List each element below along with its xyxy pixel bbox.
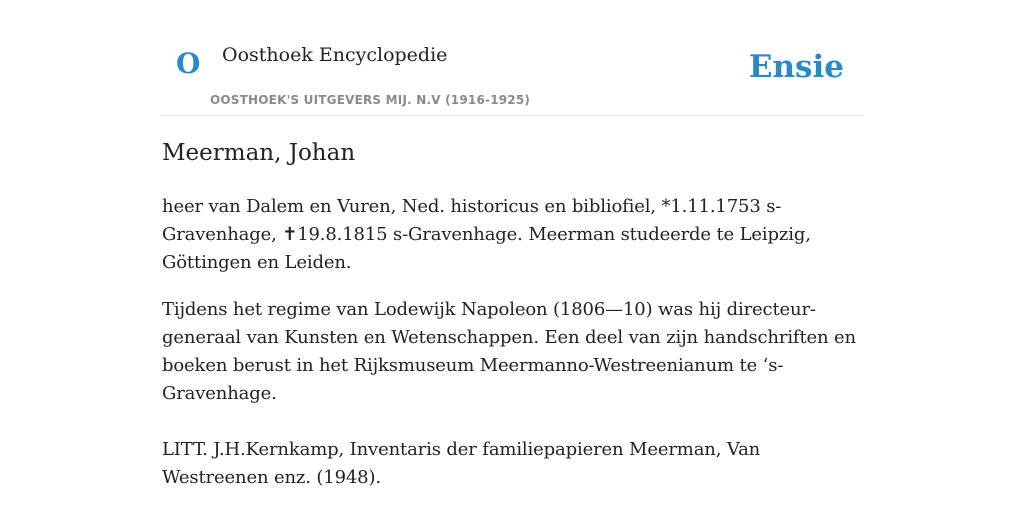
publication-logo[interactable]: O <box>176 47 201 80</box>
page <box>162 0 862 512</box>
page-header <box>162 0 862 116</box>
entry-paragraph-intro: heer van Dalem en Vuren, Ned. historicus en bibliofiel, *1.11.1753 s-Gravenhage, ✝19.8.1815 s-Gravenhage. Meerman studeerde te Leipzig, Göttingen en Leiden. <box>162 196 811 273</box>
entry-literature: LITT. J.H.Kernkamp, Inventaris der familiepapieren Meerman, Van Westreenen enz. (1948). <box>162 439 761 488</box>
ensie-logo-link[interactable]: Ensie <box>748 49 844 85</box>
publication-title: Oosthoek Encyclopedie <box>222 44 448 66</box>
entry-title: Meerman, Johan <box>162 140 356 166</box>
publication-subtitle: OOSTHOEK'S UITGEVERS MIJ. N.V (1916-1925) <box>210 93 531 107</box>
entry-paragraph-career: Tijdens het regime van Lodewijk Napoleon (1806—10) was hij directeur-generaal van Kunsten en Wetenschappen. Een deel van zijn handschriften en boeken berust in het Rijksmuseum Meermanno-Westreenianum te ‘s-Gravenhage. <box>162 299 856 404</box>
